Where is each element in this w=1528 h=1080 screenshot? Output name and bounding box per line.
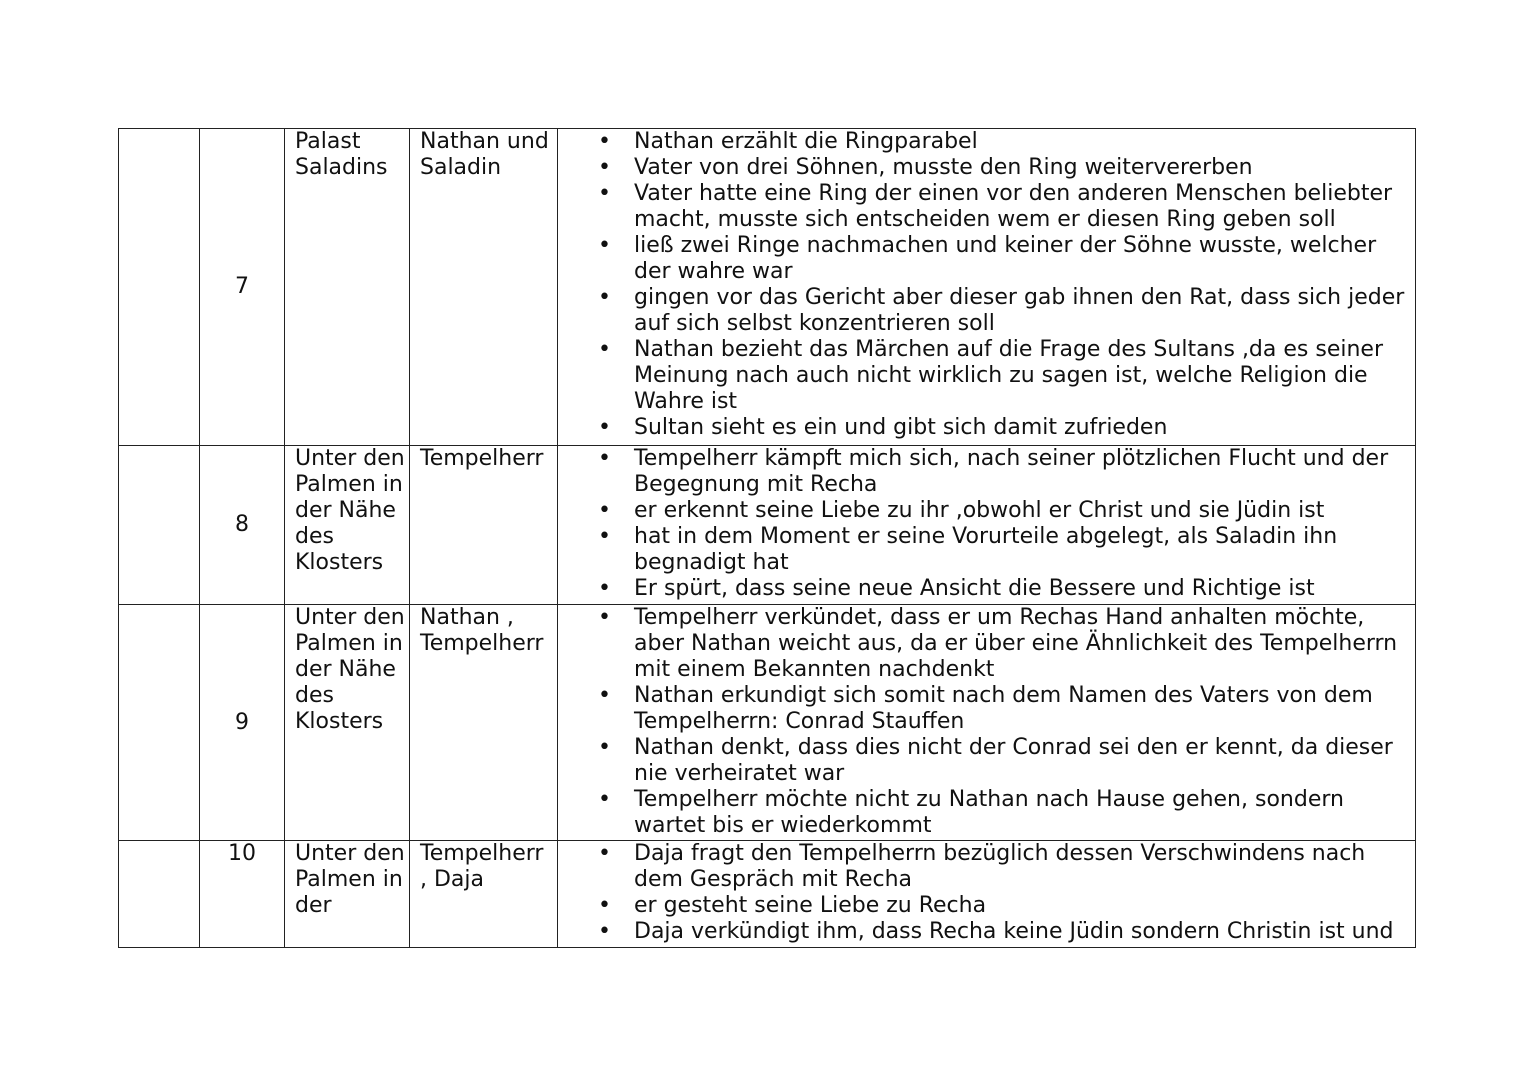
list-item: • Nathan bezieht das Märchen auf die Frage des Sultans ,da es seiner Meinung nach auch nicht wirklich zu sagen ist, welche Religion die Wahre ist xyxy=(634,337,1407,415)
scene-place-text: Unter den Palmen in der xyxy=(295,841,405,918)
scene-content xyxy=(558,129,1416,446)
list-item: • er erkennt seine Liebe zu ihr ,obwohl er Christ und sie Jüdin ist xyxy=(634,498,1407,524)
scene-persons: Nathan , Tempelherr xyxy=(410,605,558,841)
list-item: • Nathan erzählt die Ringparabel xyxy=(634,129,1407,155)
scene-table xyxy=(118,128,1416,948)
scene-persons: Nathan und Saladin xyxy=(410,129,558,446)
list-item: • Er spürt, dass seine neue Ansicht die Bessere und Richtige ist xyxy=(634,576,1407,602)
empty-cell xyxy=(119,129,200,446)
bullet-list xyxy=(568,129,1407,441)
scene-number: 8 xyxy=(200,446,285,605)
scene-content xyxy=(558,605,1416,841)
scene-place: Unter den Palmen in der Nähe des Klosters xyxy=(285,446,410,605)
scene-place: Palast Saladins xyxy=(285,129,410,446)
list-item: • Sultan sieht es ein und gibt sich damit zufrieden xyxy=(634,415,1407,441)
list-item: • Vater von drei Söhnen, musste den Ring weitervererben xyxy=(634,155,1407,181)
table-row xyxy=(119,446,1416,605)
scene-number: 9 xyxy=(200,605,285,841)
list-item: • Tempelherr verkündet, dass er um Rechas Hand anhalten möchte, aber Nathan weicht aus, da er über eine Ähnlichkeit des Tempelherrn mit einem Bekannten nachdenkt xyxy=(634,605,1407,683)
scene-number: 7 xyxy=(200,129,285,446)
list-item: • Vater hatte eine Ring der einen vor den anderen Menschen beliebter macht, musste sich entscheiden wem er diesen Ring geben soll xyxy=(634,181,1407,233)
list-item: • Tempelherr kämpft mich sich, nach seiner plötzlichen Flucht und der Begegnung mit Recha xyxy=(634,446,1407,498)
scene-place xyxy=(285,841,410,948)
table-row xyxy=(119,605,1416,841)
empty-cell xyxy=(119,841,200,948)
list-item: • Tempelherr möchte nicht zu Nathan nach Hause gehen, sondern wartet bis er wiederkommt xyxy=(634,787,1407,839)
scene-persons: Tempelherr xyxy=(410,446,558,605)
list-item: • Daja verkündigt ihm, dass Recha keine Jüdin sondern Christin ist und xyxy=(634,919,1407,945)
bullet-list xyxy=(568,446,1407,602)
empty-cell xyxy=(119,446,200,605)
list-item: • Nathan erkundigt sich somit nach dem Namen des Vaters von dem Tempelherrn: Conrad Stauffen xyxy=(634,683,1407,735)
list-item: • ließ zwei Ringe nachmachen und keiner der Söhne wusste, welcher der wahre war xyxy=(634,233,1407,285)
scene-number: 10 xyxy=(200,841,285,948)
scene-content xyxy=(558,446,1416,605)
scene-place: Unter den Palmen in der Nähe des Klosters xyxy=(285,605,410,841)
list-item: • Nathan denkt, dass dies nicht der Conrad sei den er kennt, da dieser nie verheiratet war xyxy=(634,735,1407,787)
table-row xyxy=(119,841,1416,948)
bullet-list xyxy=(568,841,1407,945)
list-item: • er gesteht seine Liebe zu Recha xyxy=(634,893,1407,919)
table-row xyxy=(119,129,1416,446)
list-item: • hat in dem Moment er seine Vorurteile abgelegt, als Saladin ihn begnadigt hat xyxy=(634,524,1407,576)
list-item: • gingen vor das Gericht aber dieser gab ihnen den Rat, dass sich jeder auf sich selbst konzentrieren soll xyxy=(634,285,1407,337)
bullet-list xyxy=(568,605,1407,839)
scene-content xyxy=(558,841,1416,948)
scene-persons: Tempelherr , Daja xyxy=(410,841,558,948)
scene-content-clip xyxy=(568,841,1407,947)
list-item: • Daja fragt den Tempelherrn bezüglich dessen Verschwindens nach dem Gespräch mit Recha xyxy=(634,841,1407,893)
empty-cell xyxy=(119,605,200,841)
